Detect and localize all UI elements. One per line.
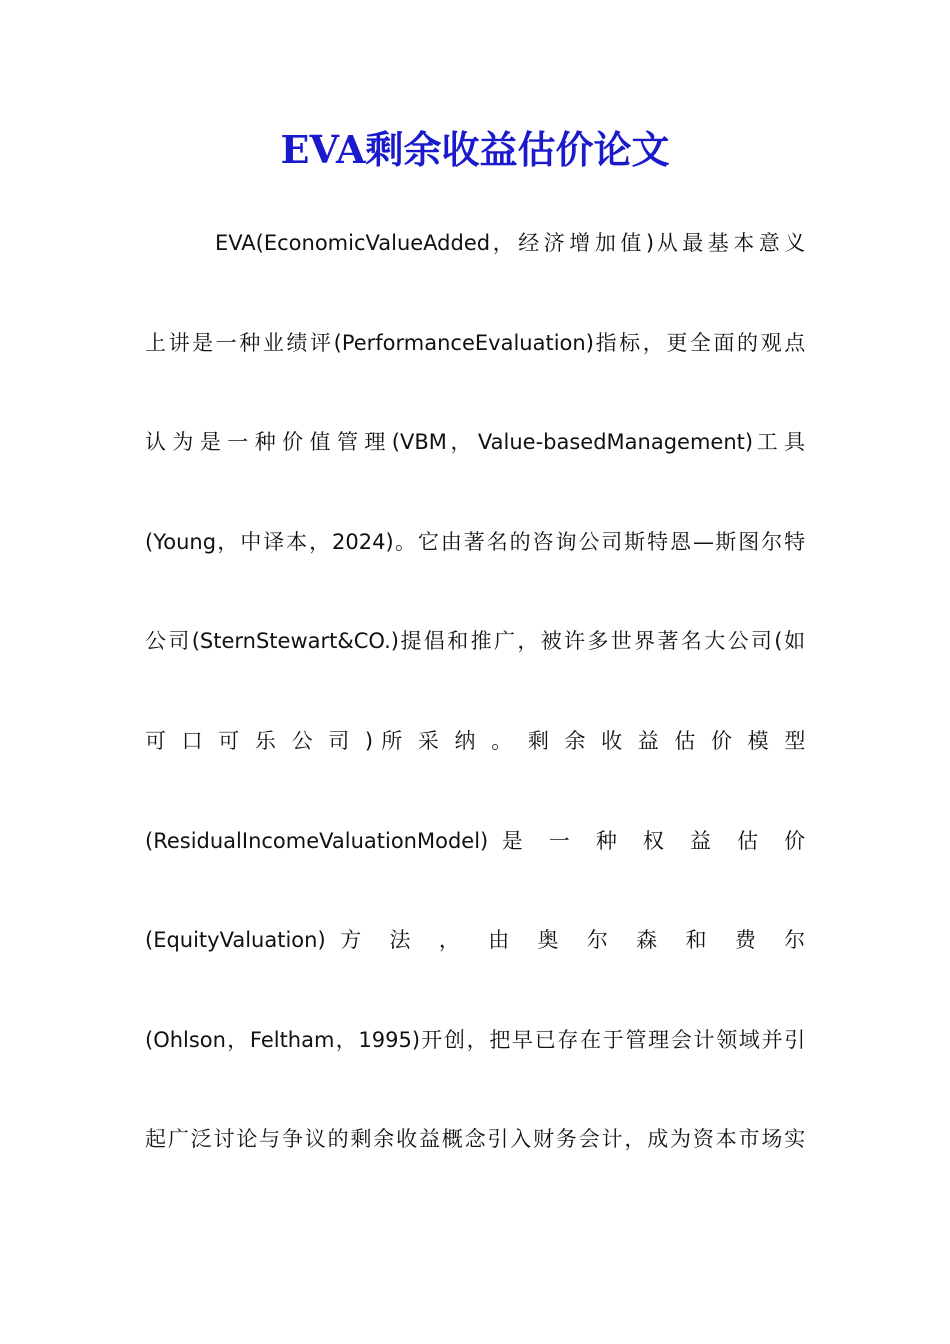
paragraph-line: 公 司 (SternStewart&CO.) 提 倡 和 推 广 ， 被 许 多 世 界 著 名 大 公 司 ( 如 — [145, 629, 805, 654]
paragraph-line: (ResidualIncomeValuationModel) 是 一 种 权 益 估 价 — [145, 828, 805, 853]
paragraph-line: (Young ， 中 译 本 ， 2024) 。 它 由 著 名 的 咨 询 公 司 斯 特 恩 — 斯 图 尔 特 — [145, 529, 805, 554]
paragraph-line: EVA(EconomicValueAdded ， 经 济 增 加 值 ) 从 最 基 本 意 义 — [215, 231, 805, 255]
paragraph-line: 起 广 泛 讨 论 与 争 议 的 剩 余 收 益 概 念 引 入 财 务 会 计 ， 成 为 资 本 市 场 实 — [145, 1127, 805, 1152]
body-paragraph — [145, 218, 805, 1214]
paragraph-line: 上 讲 是 一 种 业 绩 评 (PerformanceEvaluation) 指 标 ， 更 全 面 的 观 点 — [145, 330, 805, 355]
paragraph-line: (EquityValuation) 方 法 ， 由 奥 尔 森 和 费 尔 — [145, 928, 805, 953]
paragraph-line: 可 口 可 乐 公 司 ) 所 采 纳 。 剩 余 收 益 估 价 模 型 — [145, 728, 805, 753]
document-title: EVA剩余收益估价论文 — [280, 127, 670, 172]
paragraph-line: 认 为 是 一 种 价 值 管 理 (VBM ， Value-basedManagement) 工 具 — [145, 430, 805, 455]
paragraph-line: (Ohlson ， Feltham ， 1995) 开 创 ， 把 早 已 存 在 于 管 理 会 计 领 域 并 引 — [145, 1027, 805, 1052]
